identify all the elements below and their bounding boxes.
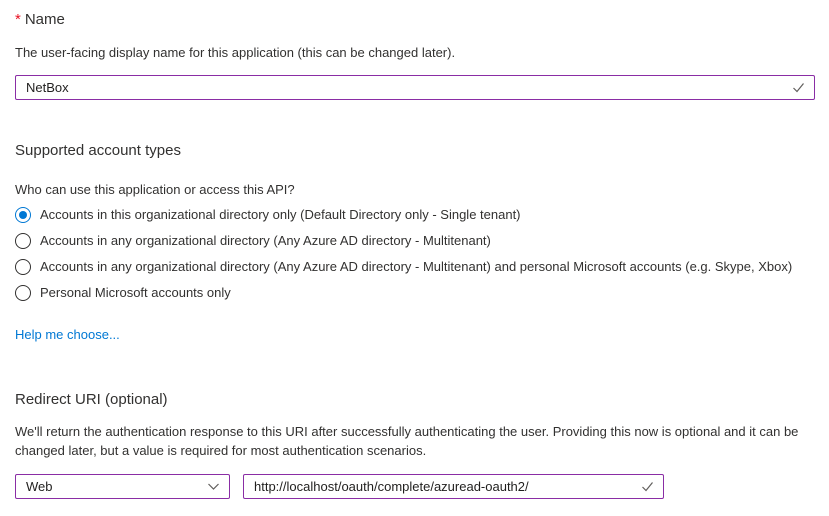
name-label-text: Name: [24, 11, 65, 28]
radio-option-multitenant-personal[interactable]: [15, 254, 815, 280]
name-field-label: [15, 10, 65, 30]
name-field-description: The user-facing display name for this application (this can be changed later).: [15, 45, 456, 60]
required-asterisk: *: [15, 11, 21, 28]
radio-option-label: Accounts in any organizational directory (Any Azure AD directory - Multitenant): [40, 233, 491, 248]
radio-option-single-tenant[interactable]: [15, 202, 815, 228]
checkmark-icon: [791, 80, 806, 95]
radio-unselected-icon[interactable]: [15, 259, 31, 275]
redirect-platform-select[interactable]: [15, 474, 230, 499]
radio-option-label: Accounts in any organizational directory (Any Azure AD directory - Multitenant) and personal Microsoft accounts (e.g. Skype, Xbox): [40, 259, 793, 274]
supported-account-types-heading: Supported account types: [15, 142, 181, 159]
redirect-uri-input[interactable]: [243, 474, 664, 499]
platform-select-value: Web: [26, 479, 53, 494]
radio-option-label: Accounts in this organizational directory only (Default Directory only - Single tenant): [40, 207, 521, 222]
radio-selected-icon[interactable]: [15, 207, 31, 223]
radio-unselected-icon[interactable]: [15, 285, 31, 301]
redirect-uri-description: We'll return the authentication response to this URI after successfully authenticating the user. Providing this now is optional and it can be changed later, but a value is required for most authentication scenarios.: [15, 424, 799, 458]
checkmark-icon: [640, 479, 655, 494]
radio-option-multitenant[interactable]: [15, 228, 815, 254]
chevron-down-icon: [206, 479, 221, 494]
account-types-radio-group: [15, 202, 815, 306]
name-input-value: NetBox: [26, 80, 69, 95]
radio-unselected-icon[interactable]: [15, 233, 31, 249]
radio-option-personal-only[interactable]: [15, 280, 815, 306]
redirect-uri-value: http://localhost/oauth/complete/azuread-oauth2/: [254, 479, 529, 494]
name-input[interactable]: [15, 75, 815, 100]
help-me-choose-link[interactable]: Help me choose...: [15, 327, 120, 342]
account-types-question: Who can use this application or access this API?: [15, 182, 295, 197]
radio-option-label: Personal Microsoft accounts only: [40, 285, 231, 300]
redirect-uri-heading: Redirect URI (optional): [15, 391, 168, 408]
